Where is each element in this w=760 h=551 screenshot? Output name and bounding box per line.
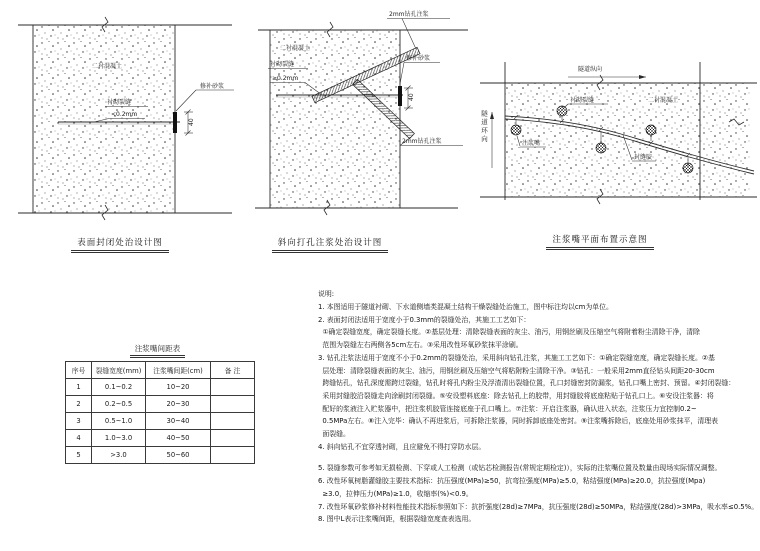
arrowhead-right-icon [639,75,646,79]
note-line: 采用封缝胶沿裂缝走向涂刷封闭裂缝。⑤安设塑料底座：除去钻孔上的胶带，用封缝胶将底座粘贴于钻孔口上。⑥安设注浆器：将 [318,391,714,400]
title-text: 注浆嘴间距表 [130,343,186,358]
header-cell: 序号 [66,362,92,379]
notes-block [318,288,758,526]
cell-seq: 2 [66,396,92,413]
arrowhead-up-icon [490,112,494,119]
note-line: 范围为裂缝左右两侧各5cm左右。③采用改性环氧砂浆抹平涂刷。 [318,341,523,350]
header-cell: 注浆嘴间距(cm) [146,362,211,379]
cell-seq: 3 [66,413,92,430]
note-line: 面裂缝。 [318,430,350,439]
note-line: 3. 钻孔注浆法适用于宽度不小于0.2mm的裂缝处治，采用斜向钻孔注浆，其施工工艺如下：①确定裂缝宽度，确定裂缝长度。②基 [318,353,715,362]
cell-spacing: 50~60 [146,447,211,464]
dimension-40 [184,110,195,136]
label-nozzle: 注浆嘴 [522,140,541,147]
cell-seq: 4 [66,430,92,447]
nozzle-circle [683,163,693,173]
concrete-block [33,25,175,213]
note-line: 6. 改性环氧树脂灌缝胶主要技术指标：抗压强度(MPa)≥50，抗弯拉强度(MPa)≥5.0，粘结强度(MPa)≥20.0，抗拉强度(Mpa) [318,477,706,486]
repair-mortar-bar [173,112,177,133]
cell-remark [211,413,255,430]
drilling-diagram-title [250,236,410,253]
label-crack: 衬砌裂缝 [107,99,132,106]
label-concrete: 二衬混凝土 [648,97,679,104]
note-line: 7. 改性环氧砂浆修补材料性能技术指标参照如下：抗折强度(28d)≥7MPa，抗压强度(28d)≥50MPa，粘结强度(28d)>3MPa，吸水率≤0.5%。 [318,502,759,511]
inclined-drilling-diagram [250,4,480,244]
table-row [66,413,255,430]
surface-diagram-title [40,236,200,253]
label-crack-width: ≥0.2mm [272,75,299,82]
note-line: 层处理：清除裂缝表面的灰尘、油污，用钢丝刷及压缩空气将粘附粉尘清除干净。③钻孔：一般采用2mm直径钻头间距20-30cm [318,366,715,375]
repair-mortar-bar [398,86,402,106]
note-line: 5. 裂缝参数可参考如无损检测、下穿或人工检测（或钻芯检测报告(常规定期检定)），实际的注浆嘴位置及数量由现场实际情况调整。 [318,464,722,473]
title-text: 注浆嘴平面布置示意图 [546,233,653,250]
nozzle-spacing-table [65,361,255,464]
note-line: 2. 表面封闭法适用于宽度小于0.3mm的裂缝处治，其施工工艺如下： [318,315,531,324]
label-concrete: 二衬混凝土 [280,45,311,52]
label-hole-top: 2mm钻孔注浆 [389,11,429,18]
plan-diagram-title [520,233,680,250]
nozzle-circle [557,106,567,116]
notes-heading: 说明: [318,290,335,298]
surface-sealing-diagram [8,8,248,240]
dimension-40 [404,86,415,111]
label-longitudinal: 隧道纵向 [578,66,603,73]
cell-spacing: 20~30 [146,396,211,413]
note-line: 跨缝钻孔，钻孔深度需跨过裂缝，钻孔时将孔内粉尘及浮渣清出裂缝位置，孔口封缝密封防漏浆，钻孔口嘴上密封、预留。④封闭裂缝： [318,379,736,388]
concrete-block [270,30,400,208]
note-line: 4. 斜向钻孔不宜穿透衬砌，且应避免不得打穿防水层。 [318,442,486,451]
cell-remark [211,447,255,464]
note-line: ①确定裂缝宽度，确定裂缝长度。②基层处理：清除裂缝表面的灰尘、油污，用钢丝刷及压缩空气将附着粉尘清除干净，清除 [318,328,700,337]
note-line: 0.5MPa左右。⑧注入完毕：确认不再进浆后，可拆除注浆器，同时拆卸底座处密封。⑨注浆嘴拆除后，底座处用砂浆抹平，清理表 [318,417,719,426]
cell-seq: 1 [66,379,92,396]
cell-width: 0.1~0.2 [92,379,146,396]
title-text: 表面封闭处治设计图 [71,236,169,253]
cell-remark [211,396,255,413]
table-row [66,430,255,447]
cell-seq: 5 [66,447,92,464]
leader-line [402,19,416,50]
cell-spacing: 30~40 [146,413,211,430]
label-crack-width: <0.2mm [111,111,138,118]
label-circumferential: 隧道环向 [480,110,488,144]
title-text: 斜向打孔注浆处治设计图 [272,236,389,253]
cell-width: 1.0~3.0 [92,430,146,447]
header-cell: 裂缝宽度(mm) [92,362,146,379]
nozzle-circle [646,125,656,135]
note-line: 1. 本图适用于隧道衬砌、下水道侧墙类混凝土结构干燥裂缝处治施工，图中标注均以cm为单位。 [318,303,613,311]
spacing-table-title [65,343,250,358]
label-mortar: 修补砂浆 [406,55,431,62]
cell-width: 0.5~1.0 [92,413,146,430]
dim-text: 40 [188,118,195,126]
dim-text: 40 [408,93,415,101]
label-sealant: 封缝胶 [634,154,653,161]
concrete-band [505,83,750,197]
note-line: 8. 图中L表示注浆嘴间距，根据裂缝宽度查表选用。 [318,515,476,524]
label-crack: 衬砌裂缝 [570,97,595,104]
label-hole-bottom: 2mm钻孔注浆 [402,138,442,145]
cell-remark [211,430,255,447]
table-row [66,447,255,464]
nozzle-circle [511,125,521,135]
table-row [66,396,255,413]
table-row [66,379,255,396]
label-concrete: 二衬混凝土 [92,63,123,70]
cell-width: 0.2~0.5 [92,396,146,413]
leader-line [176,90,196,111]
table-header-row [66,362,255,379]
cell-remark [211,379,255,396]
nozzle-circle [596,143,606,153]
cell-spacing: 40~50 [146,430,211,447]
cell-spacing: 10~20 [146,379,211,396]
leader-line [400,63,404,85]
header-cell: 备 注 [211,362,255,379]
cell-width: >3.0 [92,447,146,464]
note-line: ≥3.0，拉伸压力(MPa)≥1.0，收缩率(%)<0.9。 [318,489,473,498]
nozzle-plan-diagram [478,50,760,205]
note-line: 配好的浆液注入贮浆器中，把注浆机胶管连接底座于孔口嘴上。⑦注浆：开启注浆器，确认进入状态，注浆压力宜控制0.2~ [318,404,697,413]
label-crack: 衬砌裂缝 [270,61,295,68]
label-mortar: 修补砂浆 [200,83,225,90]
